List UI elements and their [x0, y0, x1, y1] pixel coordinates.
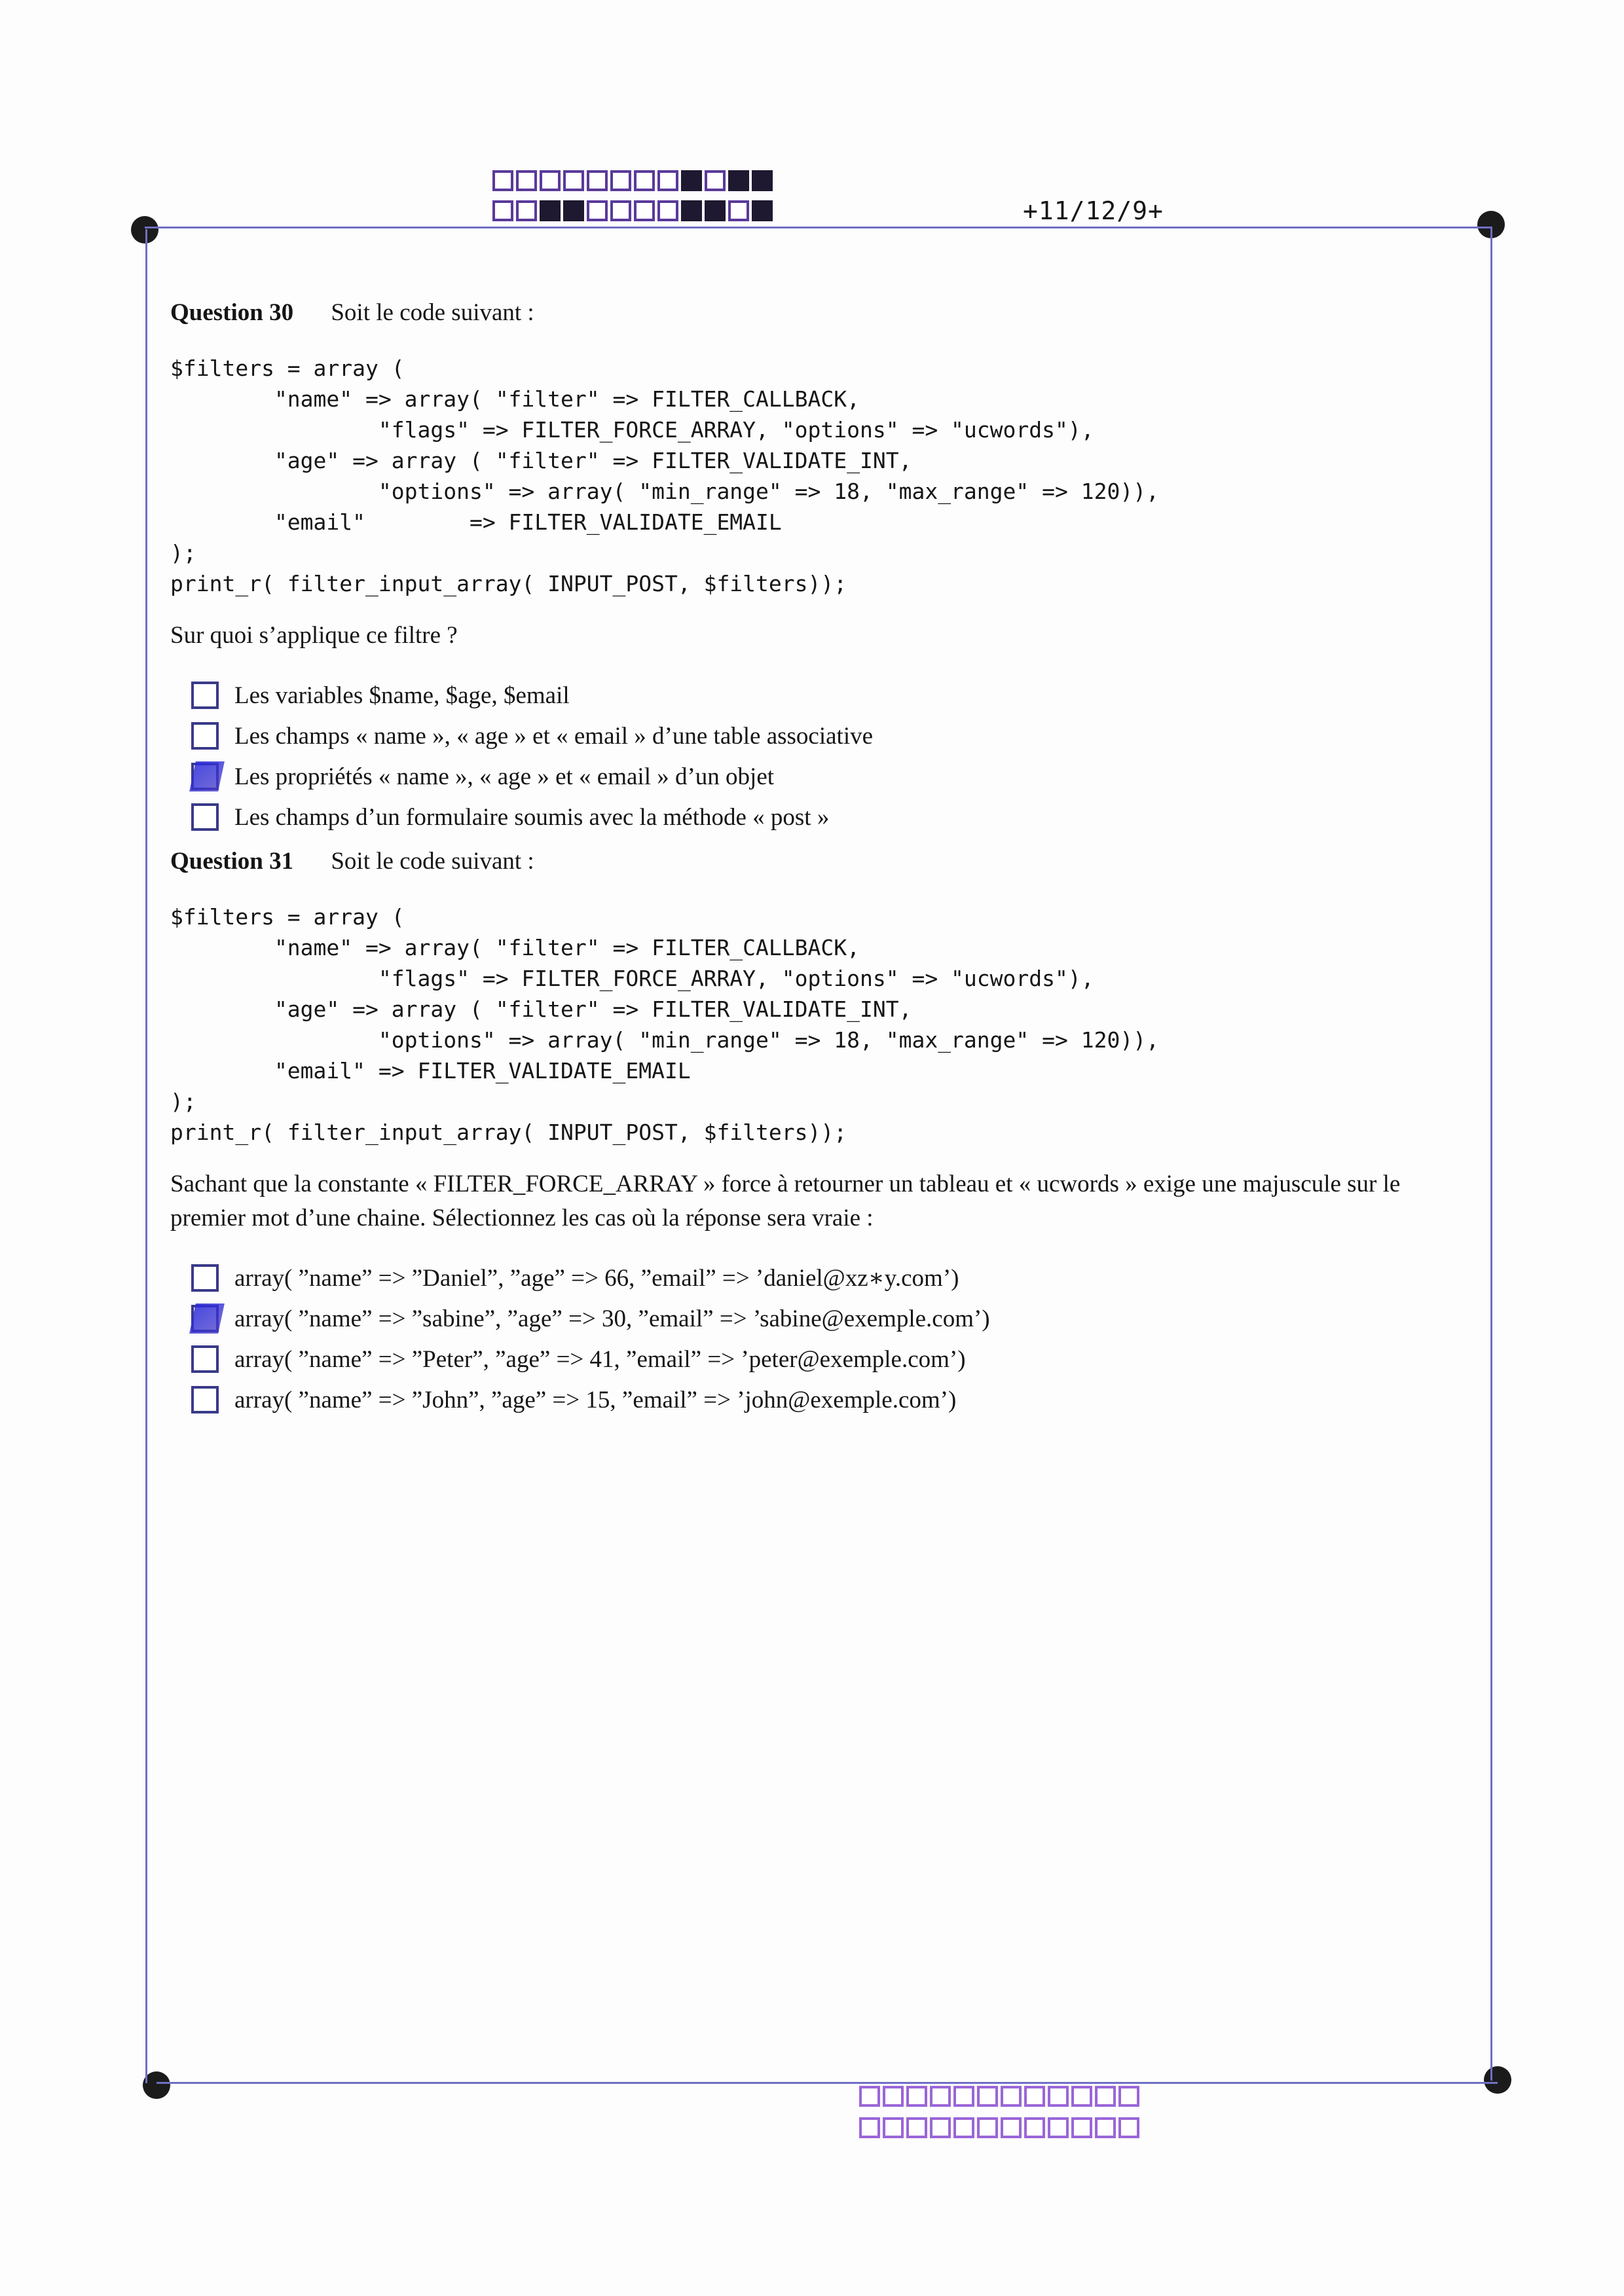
question-31	[170, 847, 1480, 1420]
top-code-row-1	[492, 170, 775, 191]
checkbox-checked-icon[interactable]	[191, 763, 219, 790]
question-intro: Soit le code suivant :	[331, 848, 534, 875]
corner-marker-top-left	[131, 216, 158, 244]
answer-option[interactable]: array( ”name” => ”sabine”, ”age” => 30, ”email” => ’sabine@exemple.com’)	[191, 1298, 1480, 1339]
question-prompt: Sachant que la constante « FILTER_FORCE_ARRAY » force à retourner un tableau et « ucwords » exige une majuscule sur le premier mot d’une chaine. Sélectionnez les cas où la réponse sera vraie :	[170, 1171, 1401, 1231]
answer-option[interactable]: Les champs « name », « age » et « email » d’une table associative	[191, 716, 1480, 756]
bottom-code-row-2	[859, 2117, 1142, 2138]
answer-list	[191, 1258, 1480, 1420]
answer-option[interactable]: array( ”name” => ”John”, ”age” => 15, ”email” => ’john@exemple.com’)	[191, 1379, 1480, 1420]
bottom-code-row-1	[859, 2086, 1142, 2107]
question-intro: Soit le code suivant :	[331, 299, 534, 326]
answer-option[interactable]: array( ”name” => ”Daniel”, ”age” => 66, ”email” => ’daniel@xz∗y.com’)	[191, 1258, 1480, 1298]
question-number: Question 30	[170, 299, 294, 326]
checkbox-icon[interactable]	[191, 722, 219, 750]
answer-option[interactable]: Les propriétés « name », « age » et « email » d’un objet	[191, 756, 1480, 797]
frame-bottom	[157, 2082, 1498, 2084]
top-code-row-2	[492, 200, 775, 221]
checkbox-icon[interactable]	[191, 1264, 219, 1292]
checkbox-checked-icon[interactable]	[191, 1305, 219, 1332]
question-heading	[170, 847, 1480, 875]
code-block: $filters = array ( "name" => array( "filter" => FILTER_CALLBACK, "flags" => FILTER_FORCE_ARRAY, "options" => "ucwords"), "age" => array ( "filter" => FILTER_VALIDATE_INT, "options" => array( "min_range" => 18, "max_range" => 120)), "email" => FILTER_VALIDATE_EMAIL ); print_r( filter_input_array( INPUT_POST, $filters));	[170, 355, 1159, 596]
answer-option[interactable]: Les champs d’un formulaire soumis avec la méthode « post »	[191, 797, 1480, 837]
answer-list	[191, 675, 1480, 837]
checkbox-icon[interactable]	[191, 1386, 219, 1413]
checkbox-icon[interactable]	[191, 682, 219, 709]
code-block: $filters = array ( "name" => array( "filter" => FILTER_CALLBACK, "flags" => FILTER_FORCE_ARRAY, "options" => "ucwords"), "age" => array ( "filter" => FILTER_VALIDATE_INT, "options" => array( "min_range" => 18, "max_range" => 120)), "email" => FILTER_VALIDATE_EMAIL ); print_r( filter_input_array( INPUT_POST, $filters));	[170, 904, 1159, 1145]
checkbox-icon[interactable]	[191, 1345, 219, 1373]
corner-marker-bottom-right	[1484, 2066, 1511, 2094]
frame-right	[1490, 227, 1492, 2081]
question-30	[170, 299, 1480, 837]
question-prompt: Sur quoi s’applique ce filtre ?	[170, 622, 458, 649]
question-heading	[170, 299, 1480, 327]
answer-option[interactable]: array( ”name” => ”Peter”, ”age” => 41, ”email” => ’peter@exemple.com’)	[191, 1339, 1480, 1379]
question-number: Question 31	[170, 848, 294, 875]
checkbox-icon[interactable]	[191, 803, 219, 831]
frame-top	[145, 227, 1491, 228]
page-id: +11/12/9+	[1023, 196, 1164, 225]
answer-option[interactable]: Les variables $name, $age, $email	[191, 675, 1480, 716]
frame-left	[145, 229, 147, 2083]
